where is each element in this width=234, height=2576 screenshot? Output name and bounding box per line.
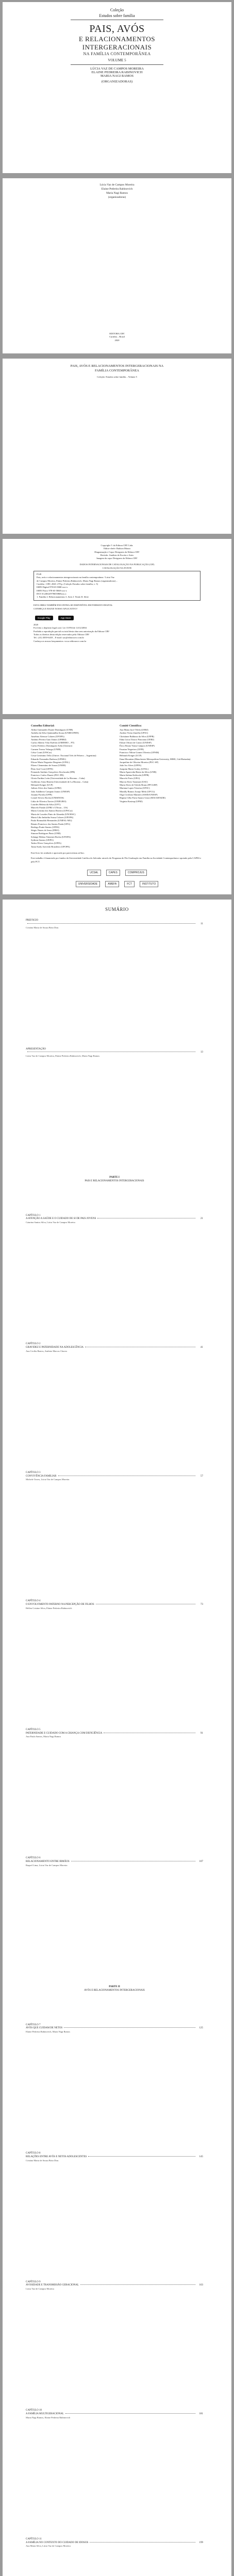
toc-page-number: 163 [199,2284,203,2287]
toc-page-number: 57 [200,1475,203,1478]
funding-note: Este trabalho é financiado por fundos da Universidade Católica do Salvador através do Programa de Pós-Graduação em Família na Sociedade Contemporânea e apoiado pela CAPES e pela FCT. [31,857,202,863]
editorial-council-member: Tania Suely Azevedo Brasileiro (UFOPA) [31,845,70,848]
scientific-committee-member: Regina Célia Faria Amaro Giora (MACKENZIE) [120,796,166,800]
toc-part-title: AVÓS E RELACIONAMENTOS INTERGERACIONAIS [84,1989,145,1992]
editorial-council-member: Josania Portela (UFPI) [31,793,52,796]
toc-entry[interactable] [3,1471,231,1482]
cip-line-7: DOI 10.24824/978655868xxx.x [37,592,66,595]
toc-title-line [26,2284,203,2287]
toc-page-number: 107 [199,1860,203,1863]
editorial-council-member: Elizeu Clementino de Souza (UNEB) [31,764,66,767]
toc-leader-dots [27,923,195,924]
google-play-badge[interactable]: Google Play [35,616,53,620]
toc-author: Raquel Lima, Lúcia Vaz de Campos Moreira [26,1863,68,1867]
toc-chapter-label: CAPÍTULO 10 [26,2409,42,2412]
scientific-committee-member: Monilly Ramos Araujo Melo (UFCG) [120,790,155,793]
series-top: Coleção [110,8,124,12]
toc-entry[interactable] [3,2409,231,2419]
cip-line-2: Pais, avós e relacionamentos intergeracionais na família contemporânea / Lúcia Vaz [37,576,114,579]
toc-entry[interactable] [3,2281,231,2291]
toc-author: Maria Nagi Ramos, Elaine Pedreira Rabinovich [26,2416,70,2419]
editorial-council-member: Elione Maria Nogueira Diogenes (UFAL) [31,760,70,764]
toc-author: Michele Torres, Lúcia Vaz de Campos Moreira [26,1478,70,1481]
logo-comprojus: COMPROJUS [125,870,147,876]
toc-chapter-label: CAPÍTULO 1 [26,1214,41,1217]
editorial-council-member: João Adalberto Campato Junior (UNESP) [31,790,70,793]
editorial-council-member: Rodrigo Pratte-Santos (UFES) [31,825,59,828]
toc-title: GRAVIDEZ E PATERNIDADE NA ADOLESCÊNCIA [26,1346,83,1349]
scientific-committee-member: Ilana Mountian (Manchester Metropolitan University, MMU, Grã-Bretanha) [120,757,191,760]
toc-list [3,919,231,2576]
inner-name-4: (organizadoras) [108,195,126,199]
editorial-council-member: Fernando Antônio Gonçalves Alcoforado (IPB) [31,770,75,773]
toc-entry[interactable] [3,2024,231,2034]
scientific-committee-member: Maria Sabina Kalivoda (UFPR) [120,774,149,777]
cip-line-8: 1. Família 2. Relacionamentos 3. Avós I. Título II. Série [37,596,89,599]
scientific-committee-member: Francisco Nilton Gomes Oliveira (UFSM) [120,751,159,754]
toc-leader-dots [80,2284,195,2285]
scientific-committee-member: Olga Ceciliato Mattioli (ASSIS/UNESP) [120,793,158,796]
toc-entry[interactable] [3,2538,231,2548]
editorial-council-member: Gloria Fariñas León (Universidade de La Havana – Cuba) [31,777,85,780]
toc-page-number: 125 [199,2027,203,2030]
inner-name-2: Elaine Pedreira Rabinovich [101,187,133,191]
legal-2: Foi feito o depósito legal conf. Lei 10.994 de 14/12/2004 [34,626,87,630]
cover-organizer-2: ELAINE PEDREIRA RABINOVICH [91,70,143,74]
editorial-council-member: Cesar Gerónimo Tello (Univer .Nacional Três de Febrero – Argentina) [31,754,96,757]
scientific-committee-member: Edson Olivari de Castro (UNESP) [120,741,152,744]
toc-author: Elaine Pedreira Rabinovich, Maria Nagi Ramos [26,2030,70,2033]
toc-chapter-label: CAPÍTULO 5 [26,1728,41,1731]
inner-name-3: Maria Nagi Ramos [106,191,128,195]
toc-entry[interactable] [3,1176,231,1183]
toc-page-number: 41 [200,1346,203,1349]
editorial-council-member: Leonel Severo Rocha (UNISINOS) [31,796,64,800]
editorial-council-member: Andréia da Silva Quintanilha Sousa (UNIR/UFRN) [31,732,79,735]
toc-title: AVÓS QUE CUIDAM DE NETOS [26,2027,63,2030]
toc-title: RELAÇÕES ENTRE AVÓS E NETOS ADOLESCENTES [26,2155,87,2158]
editorial-council-member: Paulo Romualdo Hernandes (UNIFAL-MG) [31,819,72,822]
toc-author: Lúcia Vaz de Campos Moreira [26,2287,54,2291]
editorial-council-member: Helmuth Krüger (UCP) [31,784,53,787]
legal-6: Conheça os nossos lançamentos: www.editoracrv.com.br [34,639,87,642]
toc-title: A FAMÍLIA MULTIGERACIONAL [26,2412,64,2415]
scientific-committee-member: Fauston Negreiros (UFPI) [120,748,144,751]
editorial-council-member: Jailson Alves dos Santos (UFRJ) [31,787,62,790]
app-store-badge[interactable]: App Store [58,616,74,620]
cover-title-line2: E RELACIONAMENTOS [78,35,155,43]
toc-title-line [26,1860,203,1864]
catalog-page [3,539,231,714]
half-title: PAIS, AVÓS E RELACIONAMENTOS INTERGERACIONAIS NA FAMÍLIA CONTEMPORÂNEA [70,364,164,373]
publisher-city: Curitiba – Brasil [109,335,125,338]
toc-entry[interactable] [3,1343,231,1353]
copyright: Copyright © da Editora CRV Ltda. [101,544,133,547]
toc-chapter-label: CAPÍTULO 2 [26,1343,41,1346]
toc-chapter-label: CAPÍTULO 11 [26,2537,42,2540]
toc-title: CONVIVÊNCIA FAMILIAR [26,1475,57,1478]
scientific-committee-member: Andrea Vieira Zanella (UFSC) [120,732,148,735]
logo-fct: FCT [124,881,135,887]
editorial-council-member: Francisco Carlos Duarte (PUC-PR) [31,774,64,777]
toc-chapter-label: CAPÍTULO 3 [26,1471,41,1474]
toc-page-number: 145 [199,2155,203,2158]
scientific-committee-member: Ana Maria Jacó-Vilela (UERJ) [120,728,148,731]
toc-title-line [26,2027,203,2030]
scientific-committee-member: Jacqueline de Oliveira Moreira (PUC-SP) [120,760,159,764]
editorial-council-member: Marcelo Paixão (UFRJ e UTexas – US) [31,806,68,809]
toc-leader-dots [90,2542,195,2543]
toc-title-line [26,2413,203,2416]
toc-entry[interactable] [3,1214,231,1225]
cover-title-line3: INTERGERACIONAIS [82,43,152,51]
toc-title: O ENVOLVIMENTO PATERNO NA PERCEPÇÃO DE FILHOS [26,1603,94,1606]
editorial-council-title: Conselho Editorial: [31,724,55,727]
toc-title: PATERNIDADE E CUIDADO COM A CRIANÇA COM DEFICIÊNCIA [26,1732,103,1735]
editorial-council-member: Celso Conti (UFSCar) [31,751,52,754]
editorial-council-member: Renato Francisco dos Santos Paula (UFG) [31,822,71,825]
editorial-council-member: Maria de Lourdes Pinto de Almeida (UNOESC) [31,812,76,816]
half-title-page [3,359,231,534]
series-name: Estudos sobre família [99,13,135,18]
editorial-council-member: Guillermo Arias Beatón (Universidade de La Havana – Cuba) [31,780,89,783]
cover-subtitle: NA FAMÍLIA CONTEMPORÂNEA [83,51,151,56]
toc-author: Ana Maria Silva, Lúcia Vaz de Campos Moreira [26,2545,71,2548]
editorial-council-member: Aldira Guimarães Duarte Domínguez (UNB) [31,728,73,731]
toc-entry[interactable] [3,1048,231,1058]
legal-3: Proibida a reprodução parcial ou total desta obra sem autorização da Editora CRV [34,630,110,633]
cip-title: DADOS INTERNACIONAIS DE CATALOGAÇÃO NA PUBLICAÇÃO (CIP) [79,563,155,566]
cover-organizer-1: LÚCIA VAZ DE CAMPOS MOREIRA [90,66,144,71]
toc-chapter-label: CAPÍTULO 7 [26,2023,41,2026]
toc-page-number: 11 [200,922,203,925]
logo-capes: CAPES [106,870,120,876]
credit-4: Imagem da capa: Designers da Editora CRV [96,557,138,560]
editorial-council-member: Sydione Santos (UEPG) [31,839,54,842]
toc-entry[interactable] [3,1600,231,1610]
scientific-committee-member: Christiane Baldasso da Silva (UFPR) [120,735,154,738]
toc-author: Lúcia Vaz de Campos Moreira, Elaine Pedreira Rabinovich, Maria Nagi Ramos [26,1055,100,1058]
scientific-committee-member: Edna Lúcia Tinoco Ponciano (UERJ) [120,738,154,741]
toc-title-line [26,2541,203,2545]
toc-entry[interactable] [3,919,231,929]
logo-instituto: INSTITUTO [140,881,158,887]
editorial-council [31,724,114,849]
cover-organizers-label: (ORGANIZADORAS) [101,79,133,83]
toc-author: Cristina Maria de Souza Brito Dias [26,926,59,929]
toc-part-label: PARTE I [109,1176,120,1179]
toc-page-number: 91 [200,1732,203,1735]
editorial-council-member: Carlos Federico Dominguez Avila (Unieuro) [31,744,73,748]
toc-entry[interactable] [3,1728,231,1739]
cover-volume: VOLUME 5 [108,58,126,62]
rights-app: CONHEÇA E BAIXE NOSSO APLICATIVO! [34,607,78,610]
publisher-year: 2020 [114,338,120,342]
toc-title-line [26,1217,203,1221]
cover-page [3,2,231,173]
cip-box [34,571,200,601]
toc-page-number: 73 [200,1603,203,1606]
cip-line-5: ISBN Digital 978-65-5868-xxx-x [37,586,68,589]
toc-title: RELACIONAMENTO ENTRE IRMÃOS [26,1860,70,1863]
editorial-council-member: Maria Lília Imbiriba Sousa Colares (UFOPA) [31,816,74,819]
scientific-committee-member: Marcelo Porto (UEG) [120,777,140,780]
editorial-council-member: Carmen Tereza Velanga (UNIR) [31,748,61,751]
legal-5: Tel.: (41) 3039-6418 – E-mail: sac@editoracrv.com.br [34,636,85,639]
toc-title: A FAMÍLIA NO CONTEXTO DO CUIDADO DE IDOSOS [26,2541,89,2544]
toc-page-number: 199 [199,2541,203,2544]
credit-3: Revisão: Analista de Escrita e Artes [100,553,134,556]
toc-chapter-label: CAPÍTULO 6 [26,1857,41,1860]
inner-name-1: Lúcia Vaz de Campos Moreira [99,183,135,187]
cover-title-line1: PAIS, AVÓS [89,23,145,35]
toc-title-line [26,1051,203,1055]
scientific-committee-member: Marcia Alves Tassinari (USU) [120,780,148,783]
editorial-council-member: Solange Helena Ximenes-Rocha (UFOPA) [31,835,71,838]
toc-author: Ana Paula Santos, Maria Nagi Ramos [26,1735,61,1738]
app-badges [34,612,200,621]
toc-part-label: PARTE II [109,1986,120,1988]
scientific-committee-member: Maria Aparecida Bento da Silva (UNB) [120,770,157,773]
editorial-council-member: Sérgio Nunes de Jesus (IFRO) [31,829,59,832]
editorial-council-member: Simone Rodrigues Pinto (UNB) [31,832,61,835]
editorial-council-member: Tadeu Oliver Gonçalves (UFPA) [31,842,61,845]
logo-amefa: AMEFA [105,881,119,887]
toc-entry[interactable] [3,2152,231,2162]
toc-leader-dots [64,2027,195,2028]
cip-line-1: P149 [37,573,42,576]
editorial-council-member: Eduardo Fernandes Barbosa (UFMG) [31,757,66,760]
toc-title: A ATENÇÃO A SAÚDE E O CUIDADO DE SI DE PAIS JOVENS [26,1217,96,1221]
toc-page-number: 13 [200,1051,203,1054]
rights: ESTA OBRA TAMBÉM ENCONTRA-SE DISPONÍVEL EM FORMATO DIGITAL [34,604,113,607]
editorial-council-member: Lídia de Oliveira Xavier (UNIEURO) [31,800,66,803]
credit-1: Editor-chefe: Railson Moura [104,547,130,550]
logo-universidade: UNIVERSIDADE [76,881,101,887]
legal-1: 2020 [34,623,38,626]
toc-chapter-label: APRESENTAÇÃO [26,1047,46,1050]
toc-title-line [26,1475,203,1479]
toc-title-line [26,2156,203,2159]
toc-part-title: PAIS E RELACIONAMENTOS INTERGERACIONAIS [85,1179,144,1182]
logos-row-1 [3,867,231,876]
toc-title-line [26,1732,203,1736]
toc-entry[interactable] [3,1857,231,1867]
inner-title-page [3,178,231,353]
scientific-committee-member: Maria Alves de Toledo Bruns (FFCLRP) [120,784,158,787]
scientific-committee-member: Virgínia Kastrup (UFRJ) [120,800,143,803]
legal-4: Todos os direitos desta edição reservados pela: Editora CRV [34,633,90,636]
toc-chapter-label: CAPÍTULO 9 [26,2280,41,2283]
toc-title: AVOSIDADE E TRANSMISSÃO GERACIONAL [26,2284,79,2287]
toc-title: SUMÁRIO [105,907,129,912]
cip-line-6: ISBN Físico 978-65-5868-xxx-x [37,589,67,592]
toc-author: Cristina Maria de Souza Brito Dias [26,2159,59,2162]
toc-author: Catarina Santos Silva, Lúcia Vaz de Campos Moreira [26,1221,75,1224]
toc-chapter-label: CAPÍTULO 8 [26,2152,41,2155]
toc-leader-dots [65,2413,195,2414]
scientific-committee-title: Comitê Científico: [120,724,142,727]
cover-organizer-3: MARIA NAGI RAMOS [101,74,133,78]
editorial-council-member: Maria Cristina dos Santos Bezerra (UFSCar) [31,809,73,812]
cip-line-3: de Campos Moreira, Elaine Pedreira Rabinovich, Maria Nagi Ramos (organizadoras) – [37,579,118,582]
publisher: EDITORA CRV [109,332,125,335]
toc-author: Ana Cecília Bastos, Antônio Marcos Chaves [26,1349,68,1352]
toc-title-line [26,1346,203,1350]
editorial-board-page [3,719,231,894]
review-note: Este livro foi avaliado e aprovado por pareceristas ad hoc. [31,851,85,854]
toc-author: Hellen Cristine Silva, Elaine Pedreira Rabinovich [26,1606,72,1609]
credit-2: Diagramação e Capa: Designers da Editora CRV [94,550,140,553]
scientific-committee [120,724,203,849]
editorial-council-member: Anselmo Alencar Colares (UFOPA) [31,735,64,738]
toc-page [3,900,231,2576]
editorial-council-member: Lourdes Helena da Silva (UFV) [31,803,61,806]
toc-chapter-label: PREFÁCIO [26,919,39,922]
toc-page-number: 21 [200,1217,203,1221]
scientific-committee-member: João Ivo Alves (UFPA) [120,764,141,767]
editorial-council-member: Carlos Alberto Vilar Estêvão (UMINHO – PT) [31,741,75,744]
cip-sub: CATALOGAÇÃO NA FONTE [102,566,132,569]
cip-line-4: Curitiba : CRV, 2020. 278 p. (Coleção Estudos sobre família, v. 5) [37,582,98,585]
toc-page-number: 181 [199,2412,203,2415]
toc-title-line [26,923,203,926]
scientific-committee-member: Joaquim Maria Godoy (UFAL) [120,767,149,770]
scientific-committee-member: Helmuth Krüger (UCP) [120,754,142,757]
toc-entry[interactable] [3,1986,231,1993]
scientific-committee-member: Érico Bruno Viana Campos (UNESP) [120,744,155,748]
half-title-series: Coleção: Estudos sobre família – Volume 5 [97,375,137,378]
logo-ucsal: UCSAL [87,870,101,876]
editorial-council-member: Élsio José Corá (UFFS) [31,767,53,770]
editorial-council-member: Antônio Pereira Gaio Júnior (UFRRJ) [31,738,66,741]
toc-leader-dots [88,2156,195,2157]
toc-chapter-label: CAPÍTULO 4 [26,1600,41,1603]
toc-title-line [26,1603,203,1607]
scientific-committee-member: Mariana Lopez Teixeira (UFSC) [120,787,150,790]
logos-row-2 [3,878,231,887]
